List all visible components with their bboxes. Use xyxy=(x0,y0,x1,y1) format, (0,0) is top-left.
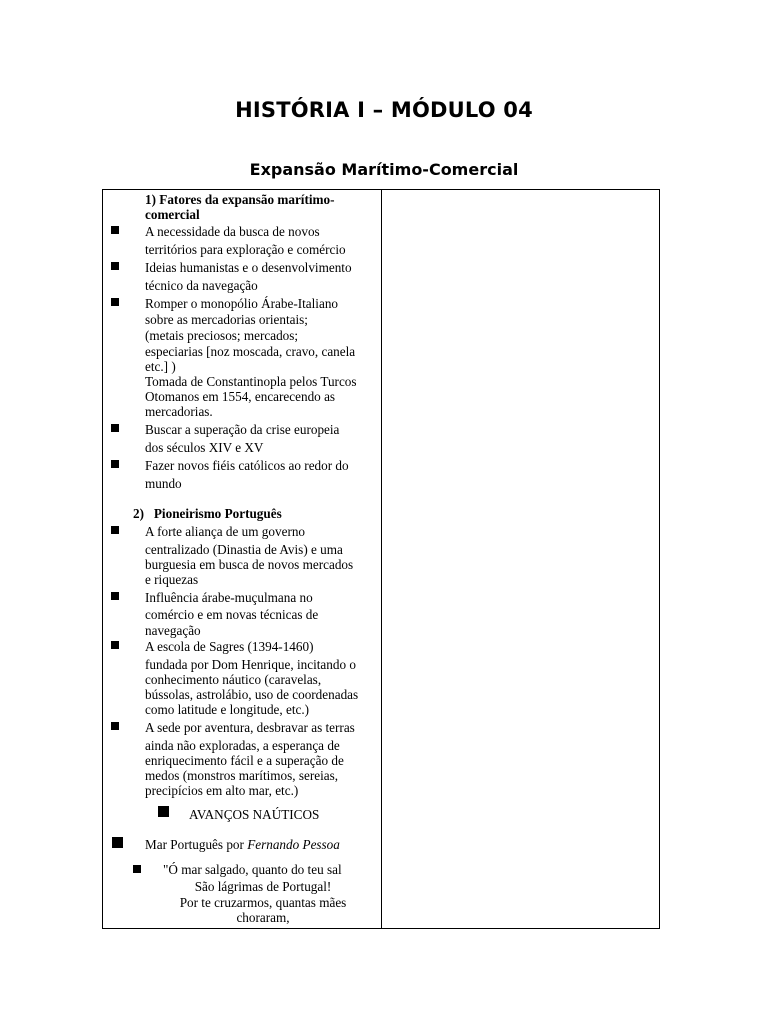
section1-heading-line1: 1) Fatores da expansão marítimo- xyxy=(145,192,335,207)
list-item-line: Otomanos em 1554, encarecendo as xyxy=(145,389,336,404)
bullet-square-icon xyxy=(111,262,119,270)
list-item-line: A necessidade da busca de novos xyxy=(145,224,320,239)
bullet-square-icon xyxy=(111,460,119,468)
list-item-line: burguesia em busca de novos mercados xyxy=(145,557,354,572)
bullet-square-icon xyxy=(111,641,119,649)
list-item-line: Romper o monopólio Árabe-Italiano xyxy=(145,296,339,311)
list-item-line: sobre as mercadorias orientais; xyxy=(145,312,308,327)
bullet-square-icon xyxy=(111,526,119,534)
list-item-line: A sede por aventura, desbravar as terras xyxy=(145,720,355,735)
list-item-line: (metais preciosos; mercados; xyxy=(145,328,299,343)
bullet-square-icon xyxy=(111,722,119,730)
poem-line: choraram, xyxy=(236,910,290,925)
list-item-line: enriquecimento fácil e a superação de xyxy=(145,753,344,768)
content-table xyxy=(102,189,660,929)
bullet-square-icon xyxy=(112,837,123,848)
list-item-line: Influência árabe-muçulmana no xyxy=(145,590,313,605)
avancos-nauticos-label: AVANÇOS NAÚTICOS xyxy=(189,807,320,822)
list-item-line: como latitude e longitude, etc.) xyxy=(145,702,310,717)
list-item-line: Buscar a superação da crise europeia xyxy=(145,422,340,437)
bullet-square-icon xyxy=(111,298,119,306)
list-item-line: e riquezas xyxy=(145,572,199,587)
list-item-line: medos (monstros marítimos, sereias, xyxy=(145,768,339,783)
section2-heading: 2) Pioneirismo Português xyxy=(133,506,282,521)
page-title: HISTÓRIA I – MÓDULO 04 xyxy=(235,98,533,122)
bullet-square-icon xyxy=(111,424,119,432)
page-subtitle: Expansão Marítimo-Comercial xyxy=(249,160,519,179)
list-item-line: territórios para exploração e comércio xyxy=(145,242,346,257)
list-item-line: Ideias humanistas e o desenvolvimento xyxy=(145,260,352,275)
list-item-line: mundo xyxy=(145,476,182,491)
list-item-line: mercadorias. xyxy=(145,404,213,419)
list-item-line: dos séculos XIV e XV xyxy=(145,440,264,455)
list-item-line: fundada por Dom Henrique, incitando o xyxy=(145,657,356,672)
list-item-line: Fazer novos fiéis católicos ao redor do xyxy=(145,458,349,473)
list-item-line: A forte aliança de um governo xyxy=(145,524,306,539)
list-item-line: técnico da navegação xyxy=(145,278,258,293)
list-item-line: comércio e em novas técnicas de xyxy=(145,607,319,622)
list-item-line: conhecimento náutico (caravelas, xyxy=(145,672,322,687)
list-item-line: etc.] ) xyxy=(145,359,176,374)
list-item-line: bússolas, astrolábio, uso de coordenadas xyxy=(145,687,359,702)
poem-line: Por te cruzarmos, quantas mães xyxy=(179,895,347,910)
poem-line: São lágrimas de Portugal! xyxy=(194,879,332,894)
bullet-square-icon xyxy=(111,226,119,234)
bullet-square-icon xyxy=(111,592,119,600)
column-divider xyxy=(381,190,382,928)
poem-author: Fernando Pessoa xyxy=(247,837,340,852)
list-item-line: especiarias [noz moscada, cravo, canela xyxy=(145,344,356,359)
poem-intro-text: Mar Português por xyxy=(145,837,248,852)
bullet-square-icon xyxy=(133,865,141,873)
list-item-line: ainda não exploradas, a esperança de xyxy=(145,738,340,753)
list-item-line: Tomada de Constantinopla pelos Turcos xyxy=(145,374,357,389)
list-item-line: centralizado (Dinastia de Avis) e uma xyxy=(145,542,343,557)
section1-heading-line2: comercial xyxy=(145,207,200,222)
list-item-line: precipícios em alto mar, etc.) xyxy=(145,783,299,798)
list-item-line: navegação xyxy=(145,623,201,638)
poem-intro xyxy=(145,837,340,853)
poem-line: "Ó mar salgado, quanto do teu sal xyxy=(163,862,342,877)
bullet-square-icon xyxy=(158,806,169,817)
list-item-line: A escola de Sagres (1394-1460) xyxy=(145,639,314,654)
